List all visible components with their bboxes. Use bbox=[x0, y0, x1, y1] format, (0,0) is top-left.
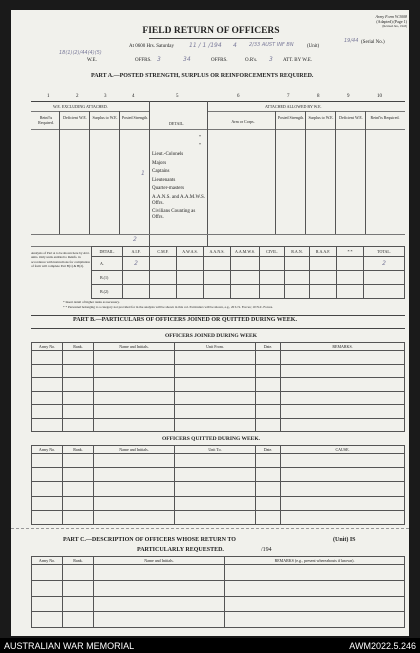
joined-row bbox=[32, 391, 405, 405]
asterisk: * bbox=[199, 134, 201, 139]
quitted-title: OFFICERS QUITTED DURING WEEK. bbox=[162, 436, 260, 442]
part-c-header: REMARKS (e.g., present whereabouts if known). bbox=[225, 557, 405, 565]
footer-left: AUSTRALIAN WAR MEMORIAL bbox=[4, 641, 135, 651]
col1-header: Reinf'ts Required. bbox=[38, 115, 54, 125]
part-c-title-a: PART C.—DESCRIPTION OF OFFICERS WHOSE RETURN TO bbox=[63, 537, 236, 543]
we-excluding-header: W.E. EXCLUDING ATTACHED. bbox=[53, 104, 108, 109]
quitted-header: Rank. bbox=[63, 446, 94, 454]
joined-header: Name and Initials. bbox=[94, 343, 175, 351]
joined-table bbox=[31, 342, 405, 432]
joined-header: Date. bbox=[256, 343, 281, 351]
offrs-handwritten: 3 bbox=[157, 56, 161, 63]
quitted-row bbox=[32, 454, 405, 468]
we-label: W.E. bbox=[87, 58, 97, 63]
detail-header: DETAIL. bbox=[169, 121, 185, 126]
analysis-header: * * bbox=[337, 247, 364, 257]
col-num: 3 bbox=[104, 94, 107, 99]
quitted-row bbox=[32, 482, 405, 496]
unit-label: (Unit) bbox=[307, 44, 320, 49]
part-c-table bbox=[31, 556, 405, 628]
col-num: 8 bbox=[317, 94, 320, 99]
part-c-row bbox=[32, 580, 405, 596]
analysis-table bbox=[91, 246, 405, 299]
joined-row bbox=[32, 418, 405, 432]
analysis-row-label: A. bbox=[92, 257, 123, 271]
analysis-row bbox=[92, 257, 405, 271]
rank-item: Quarter-masters bbox=[152, 186, 185, 191]
col4-header: Posted Strength. bbox=[121, 115, 149, 120]
rank-item: Captains bbox=[152, 169, 170, 174]
fold-line bbox=[11, 528, 409, 529]
footer-bar bbox=[0, 638, 420, 653]
col-num: 1 bbox=[47, 94, 50, 99]
form-ref-line3: (Revised Jan., 1943) bbox=[382, 24, 407, 28]
analysis-header: CIVIL. bbox=[260, 247, 285, 257]
total-handwritten: 2 bbox=[133, 236, 137, 243]
rank-item: Lieutenants bbox=[152, 177, 176, 183]
joined-header: Rank. bbox=[63, 343, 94, 351]
col2-header: Deficient W.E. bbox=[63, 115, 87, 120]
form-title: FIELD RETURN OF OFFICERS bbox=[142, 26, 280, 36]
form-page bbox=[11, 10, 409, 636]
at-label: At 0600 Hrs. Saturday bbox=[129, 44, 174, 49]
left-handwritten: 18(1)(2)/44(4)(5) bbox=[59, 50, 102, 56]
analysis-header: A.A.M.W.S. bbox=[231, 247, 260, 257]
serial-label: (Serial No.) bbox=[361, 40, 385, 45]
unit-handwritten: 2/33 AUST INF BN bbox=[249, 42, 294, 48]
joined-row bbox=[32, 351, 405, 365]
analysis-header: A.I.F. bbox=[123, 247, 150, 257]
quitted-row bbox=[32, 468, 405, 482]
offrs-label: OFFRS. bbox=[135, 58, 152, 63]
quitted-header: Date. bbox=[256, 446, 281, 454]
ors-label: O.R's. bbox=[245, 58, 258, 63]
rank-item: Civilians Counting as Offrs. bbox=[152, 208, 196, 220]
part-c-header: Name and Initials. bbox=[94, 557, 225, 565]
footnote-1: * Insert detail of higher ranks as necessary. bbox=[63, 300, 120, 304]
asterisk: * bbox=[199, 142, 201, 147]
analysis-header: A.A.N.S. bbox=[204, 247, 231, 257]
quitted-header: Unit To. bbox=[175, 446, 256, 454]
analysis-header: R.A.A.F. bbox=[310, 247, 337, 257]
footer-right: AWM2022.5.246 bbox=[349, 641, 416, 651]
analysis-header: C.M.F. bbox=[150, 247, 177, 257]
attached-allowed-header: ATTACHED ALLOWED BY W.E. bbox=[265, 104, 322, 109]
joined-header: REMARKS. bbox=[281, 343, 405, 351]
quitted-header: Army No. bbox=[32, 446, 63, 454]
part-c-title-b: (Unit) IS bbox=[333, 537, 356, 543]
quitted-table bbox=[31, 445, 405, 525]
analysis-row-label: B.(2) bbox=[92, 285, 123, 299]
analysis-header: TOTAL. bbox=[364, 247, 405, 257]
col-num: 4 bbox=[132, 94, 135, 99]
joined-row bbox=[32, 364, 405, 378]
analysis-note: Analysis of Part A to be shown here by ALL units. Only units entitled to Reinfs. in accordance with instructions for compilation of form will complete Part B(1) & B(2). bbox=[31, 251, 90, 268]
joined-row bbox=[32, 378, 405, 392]
part-c-row bbox=[32, 596, 405, 612]
serial-handwritten: 19/44 bbox=[344, 38, 359, 44]
joined-header: Army No. bbox=[32, 343, 63, 351]
col9-header: Deficient W.E. bbox=[339, 115, 363, 120]
analysis-row bbox=[92, 271, 405, 285]
part-c-header: Rank. bbox=[63, 557, 94, 565]
col-num: 2 bbox=[76, 94, 79, 99]
joined-header: Unit From. bbox=[175, 343, 256, 351]
footnote-2: * * Personnel belonging to a category not provided for in the analysis will be shown in this col. Particulars will be shown, e.g., 20 U.S. Forces; 10 N.Z. Forces. bbox=[63, 305, 273, 309]
analysis-row-label: B.(1) bbox=[92, 271, 123, 285]
offrs2-label: OFFRS. bbox=[211, 58, 228, 63]
offrs-handwritten-2: 34 bbox=[183, 56, 191, 63]
rank-list bbox=[152, 151, 207, 221]
quitted-header: Name and Initials. bbox=[94, 446, 175, 454]
col-num: 10 bbox=[377, 94, 382, 99]
analysis-header: R.A.N. bbox=[285, 247, 310, 257]
part-a-title: PART A.—POSTED STRENGTH, SURPLUS OR REINFORCEMENTS REQUIRED. bbox=[91, 73, 314, 79]
analysis-aif-handwritten: 2 bbox=[134, 260, 138, 267]
rank-item: Lieut.-Colonels bbox=[152, 152, 184, 157]
analysis-total-handwritten: 2 bbox=[382, 260, 386, 267]
part-c-title-d: /194 bbox=[261, 547, 272, 553]
quitted-row bbox=[32, 510, 405, 524]
col-num: 7 bbox=[287, 94, 290, 99]
posted-handwritten: 1 bbox=[141, 170, 145, 177]
form-ref-line1: Army Form W.3008 bbox=[375, 14, 407, 19]
joined-row bbox=[32, 405, 405, 419]
att-label: ATT. BY W.E. bbox=[283, 58, 313, 63]
analysis-row bbox=[92, 285, 405, 299]
quitted-row bbox=[32, 496, 405, 510]
ors-handwritten: 3 bbox=[269, 56, 273, 63]
col10-header: Reinf'ts Required. bbox=[370, 115, 400, 120]
form-ref-line2: (Adapted) (Page 1) bbox=[376, 19, 407, 24]
col7-header: Posted Strength. bbox=[277, 115, 305, 120]
part-c-title-c: PARTICULARLY REQUESTED. bbox=[137, 547, 224, 553]
analysis-header: DETAIL. bbox=[92, 247, 123, 257]
part-c-row bbox=[32, 612, 405, 628]
joined-title: OFFICERS JOINED DURING WEEK bbox=[164, 333, 258, 339]
year-handwritten: 4 bbox=[233, 42, 237, 49]
col8-header: Surplus to W.E. bbox=[308, 115, 334, 120]
date-handwritten: 11 / 1 /194 bbox=[189, 42, 222, 49]
part-c-header: Army No. bbox=[32, 557, 63, 565]
col6-header: Arm or Corps. bbox=[231, 119, 255, 124]
part-c-row bbox=[32, 565, 405, 581]
rank-item: Majors bbox=[152, 160, 167, 166]
col-num: 6 bbox=[237, 94, 240, 99]
quitted-header: CAUSE. bbox=[281, 446, 405, 454]
col3-header: Surplus to W.E. bbox=[92, 115, 118, 120]
part-b-title: PART B.—PARTICULARS OF OFFICERS JOINED OR QUITTED DURING WEEK. bbox=[73, 317, 297, 323]
column-numbers bbox=[11, 94, 409, 100]
col-num: 9 bbox=[347, 94, 350, 99]
col-num: 5 bbox=[176, 94, 179, 99]
rank-item: A.A.N.S. and A.A.M.W.S. Offrs. bbox=[152, 194, 206, 206]
analysis-header: A.W.A.S. bbox=[177, 247, 204, 257]
